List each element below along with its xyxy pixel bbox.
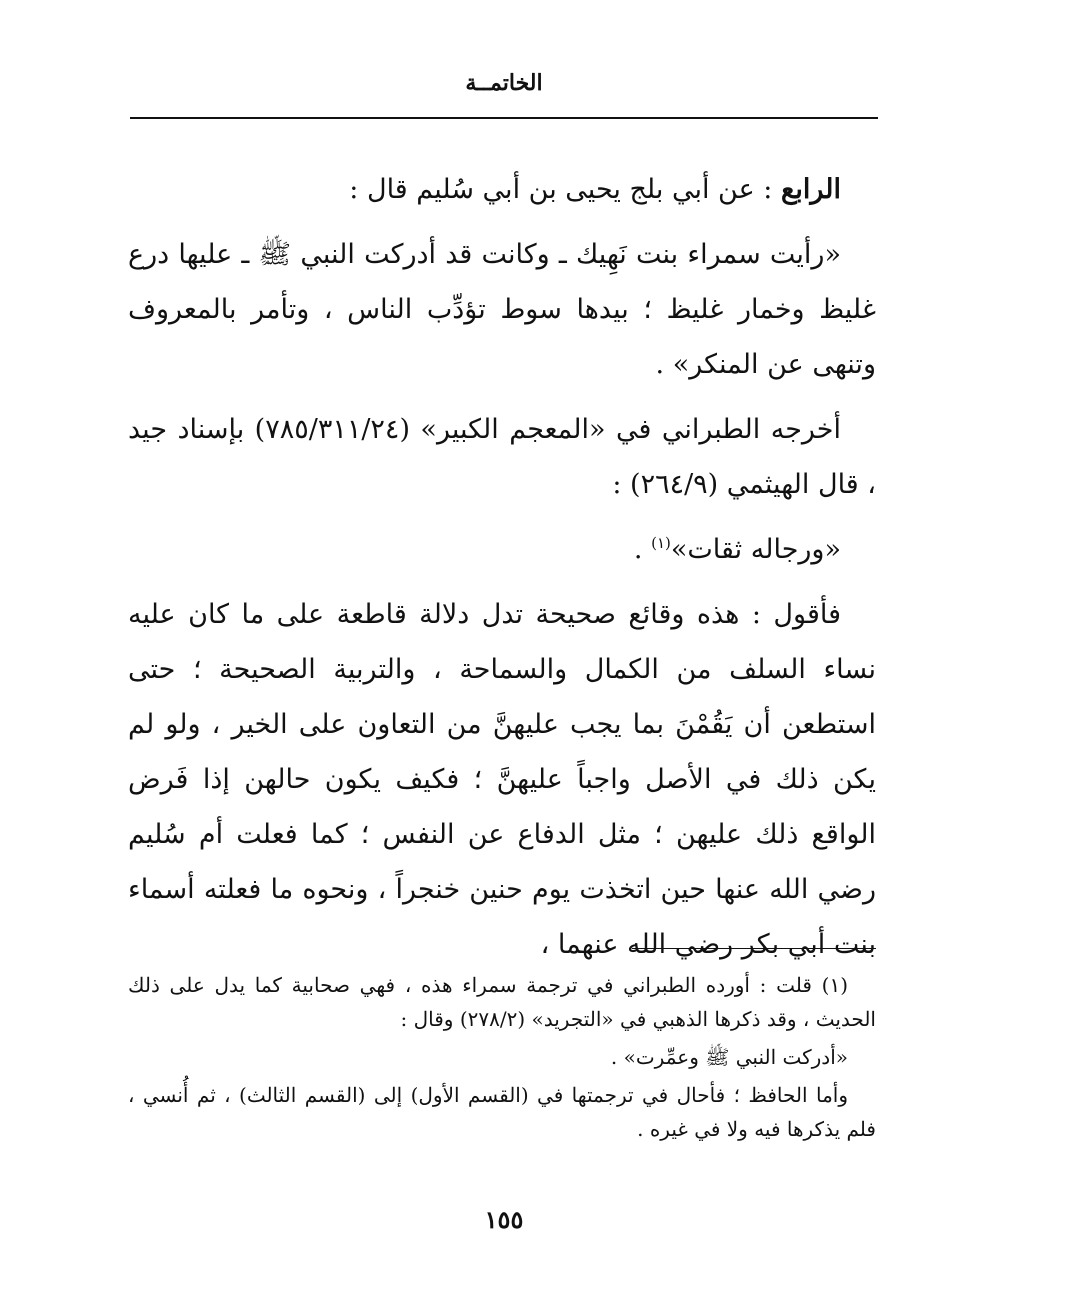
paragraph-commentary: فأقول : هذه وقائع صحيحة تدل دلالة قاطعة على ما كان عليه نساء السلف من الكمال والسماحة ، والتربية الصحيحة ؛ حتى استطعن أن يَقُمْنَ بما يجب عليهنَّ من التعاون على الخير ، ولو لم يكن ذلك في الأصل واجباً عليهنَّ ؛ فكيف يكون حالهن إذا فَرض الواقع ذلك عليهن ؛ مثل الدفاع عن النفس ؛ كما فعلت أم سُليم رضي الله عنها حين اتخذت يوم حنين خنجراً ، ونحوه ما فعلته أسماء بنت أبي بكر رضي الله عنهما ، <box>128 599 876 960</box>
footnote-continuation: وأما الحافظ ؛ فأحال في ترجمتها في (القسم الأول) إلى (القسم الثالث) ، ثم أُنسي ، فلم يذكرها فيه ولا في غيره . <box>128 1083 876 1141</box>
quote-text: «ورجاله ثقات» <box>670 534 841 565</box>
paragraph-fourth <box>128 162 876 217</box>
header-rule <box>130 117 878 119</box>
footnote-rule <box>632 948 876 949</box>
footnote-ref[interactable]: (١) <box>651 534 671 552</box>
page-number: ١٥٥ <box>484 1205 524 1234</box>
paragraph-quote: «رأيت سمراء بنت نَهِيك ـ وكانت قد أدركت النبي ﷺ ـ عليها درع غليظ وخمار غليظ ؛ بيدها سوط تؤدِّب الناس ، وتأمر بالمعروف وتنهى عن المنكر» . <box>128 239 876 380</box>
footnotes <box>128 968 876 1150</box>
footnote-1: (١) قلت : أورده الطبراني في ترجمة سمراء هذه ، فهي صحابية كما يدل على ذلك الحديث ، وقد ذكرها الذهبي في «التجريد» (٢٧٨/٢) وقال : <box>128 973 876 1031</box>
quote-end: . <box>633 534 652 565</box>
paragraph-takhrij: أخرجه الطبراني في «المعجم الكبير» (٧٨٥/٣١١/٢٤) بإسناد جيد ، قال الهيثمي (٢٦٤/٩) : <box>128 414 876 500</box>
main-text <box>128 162 876 982</box>
paragraph-text: : عن أبي بلج يحيى بن أبي سُليم قال : <box>349 174 781 205</box>
section-label: الرابع <box>780 174 841 205</box>
running-head: الخاتمــة <box>465 70 543 96</box>
paragraph-quote-short <box>128 522 876 577</box>
footnote-quote: «أدركت النبي ﷺ وعمِّرت» . <box>610 1045 848 1069</box>
